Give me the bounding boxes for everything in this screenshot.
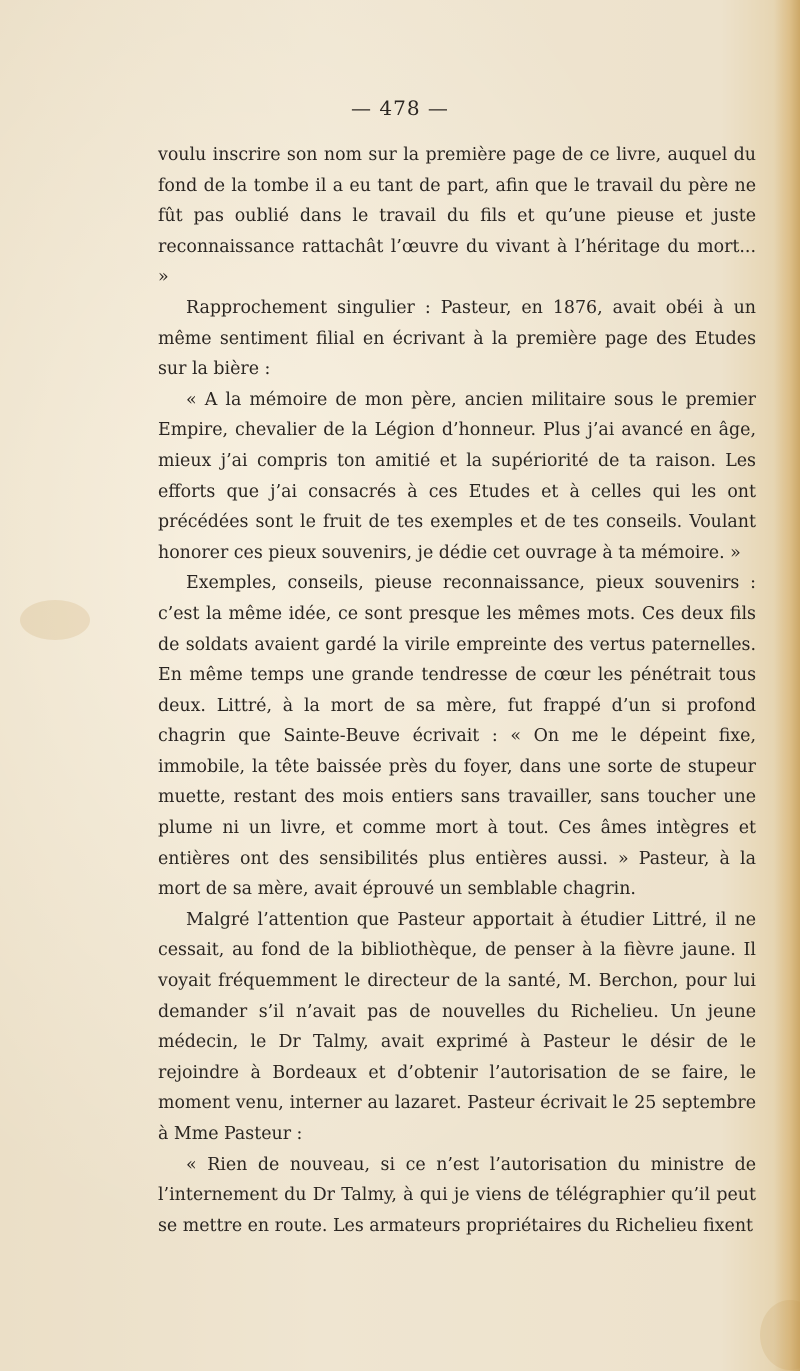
paragraph: Rapprochement singulier : Pasteur, en 1876, avait obéi à un même sentiment filial en écrivant à la première page des Etudes sur la bière : — [158, 297, 756, 380]
paper-stain — [760, 1300, 800, 1370]
body-text — [158, 140, 756, 1241]
paragraph: Malgré l’attention que Pasteur apportait à étudier Littré, il ne cessait, au fond de la bibliothèque, de penser à la fièvre jaune. Il voyait fréquemment le directeur de la santé, M. Berchon, pour lui demander s’il n’avait pas de nouvelles du Richelieu. Un jeune médecin, le Dr Talmy, avait exprimé à Pasteur le désir de le rejoindre à Bordeaux et d’obtenir l’autorisation de se faire, le moment venu, interner au lazaret. Pasteur écrivait le 25 septembre à Mme Pasteur : — [158, 909, 756, 1144]
paragraph: « Rien de nouveau, si ce n’est l’autorisation du ministre de l’internement du Dr Talmy, à qui je viens de télégraphier qu’il peut se mettre en route. Les armateurs propriétaires du Richelieu fixent — [158, 1154, 756, 1236]
paragraph: voulu inscrire son nom sur la première page de ce livre, auquel du fond de la tombe il a eu tant de part, afin que le travail du père ne fût pas oublié dans le travail du fils et qu’une pieuse et juste reconnaissance rattachât l’œuvre du vivant à l’héritage du mort... » — [158, 145, 756, 288]
paragraph: « A la mémoire de mon père, ancien militaire sous le premier Empire, chevalier de la Légion d’honneur. Plus j’ai avancé en âge, mieux j’ai compris ton amitié et la supériorité de ta raison. Les efforts que j’ai consacrés à ces Etudes et à celles qui les ont précédées sont le fruit de tes exemples et de tes conseils. Voulant honorer ces pieux souvenirs, je dédie cet ouvrage à ta mémoire. » — [158, 389, 756, 563]
paper-stain — [20, 600, 90, 640]
paragraph: Exemples, conseils, pieuse reconnaissance, pieux souvenirs : c’est la même idée, ce sont presque les mêmes mots. Ces deux fils de soldats avaient gardé la virile empreinte des vertus paternelles. En même temps une grande tendresse de cœur les pénétrait tous deux. Littré, à la mort de sa mère, fut frappé d’un si profond chagrin que Sainte-Beuve écrivait : « On me le dépeint fixe, immobile, la tête baissée près du foyer, dans une sorte de stupeur muette, restant des mois entiers sans travailler, sans toucher une plume ni un livre, et comme mort à tout. Ces âmes intègres et entières ont des sensibilités plus entières aussi. » Pasteur, à la mort de sa mère, avait éprouvé un semblable chagrin. — [158, 573, 756, 900]
page-edge-shading — [774, 0, 800, 1371]
page-number: — 478 — — [351, 96, 449, 120]
